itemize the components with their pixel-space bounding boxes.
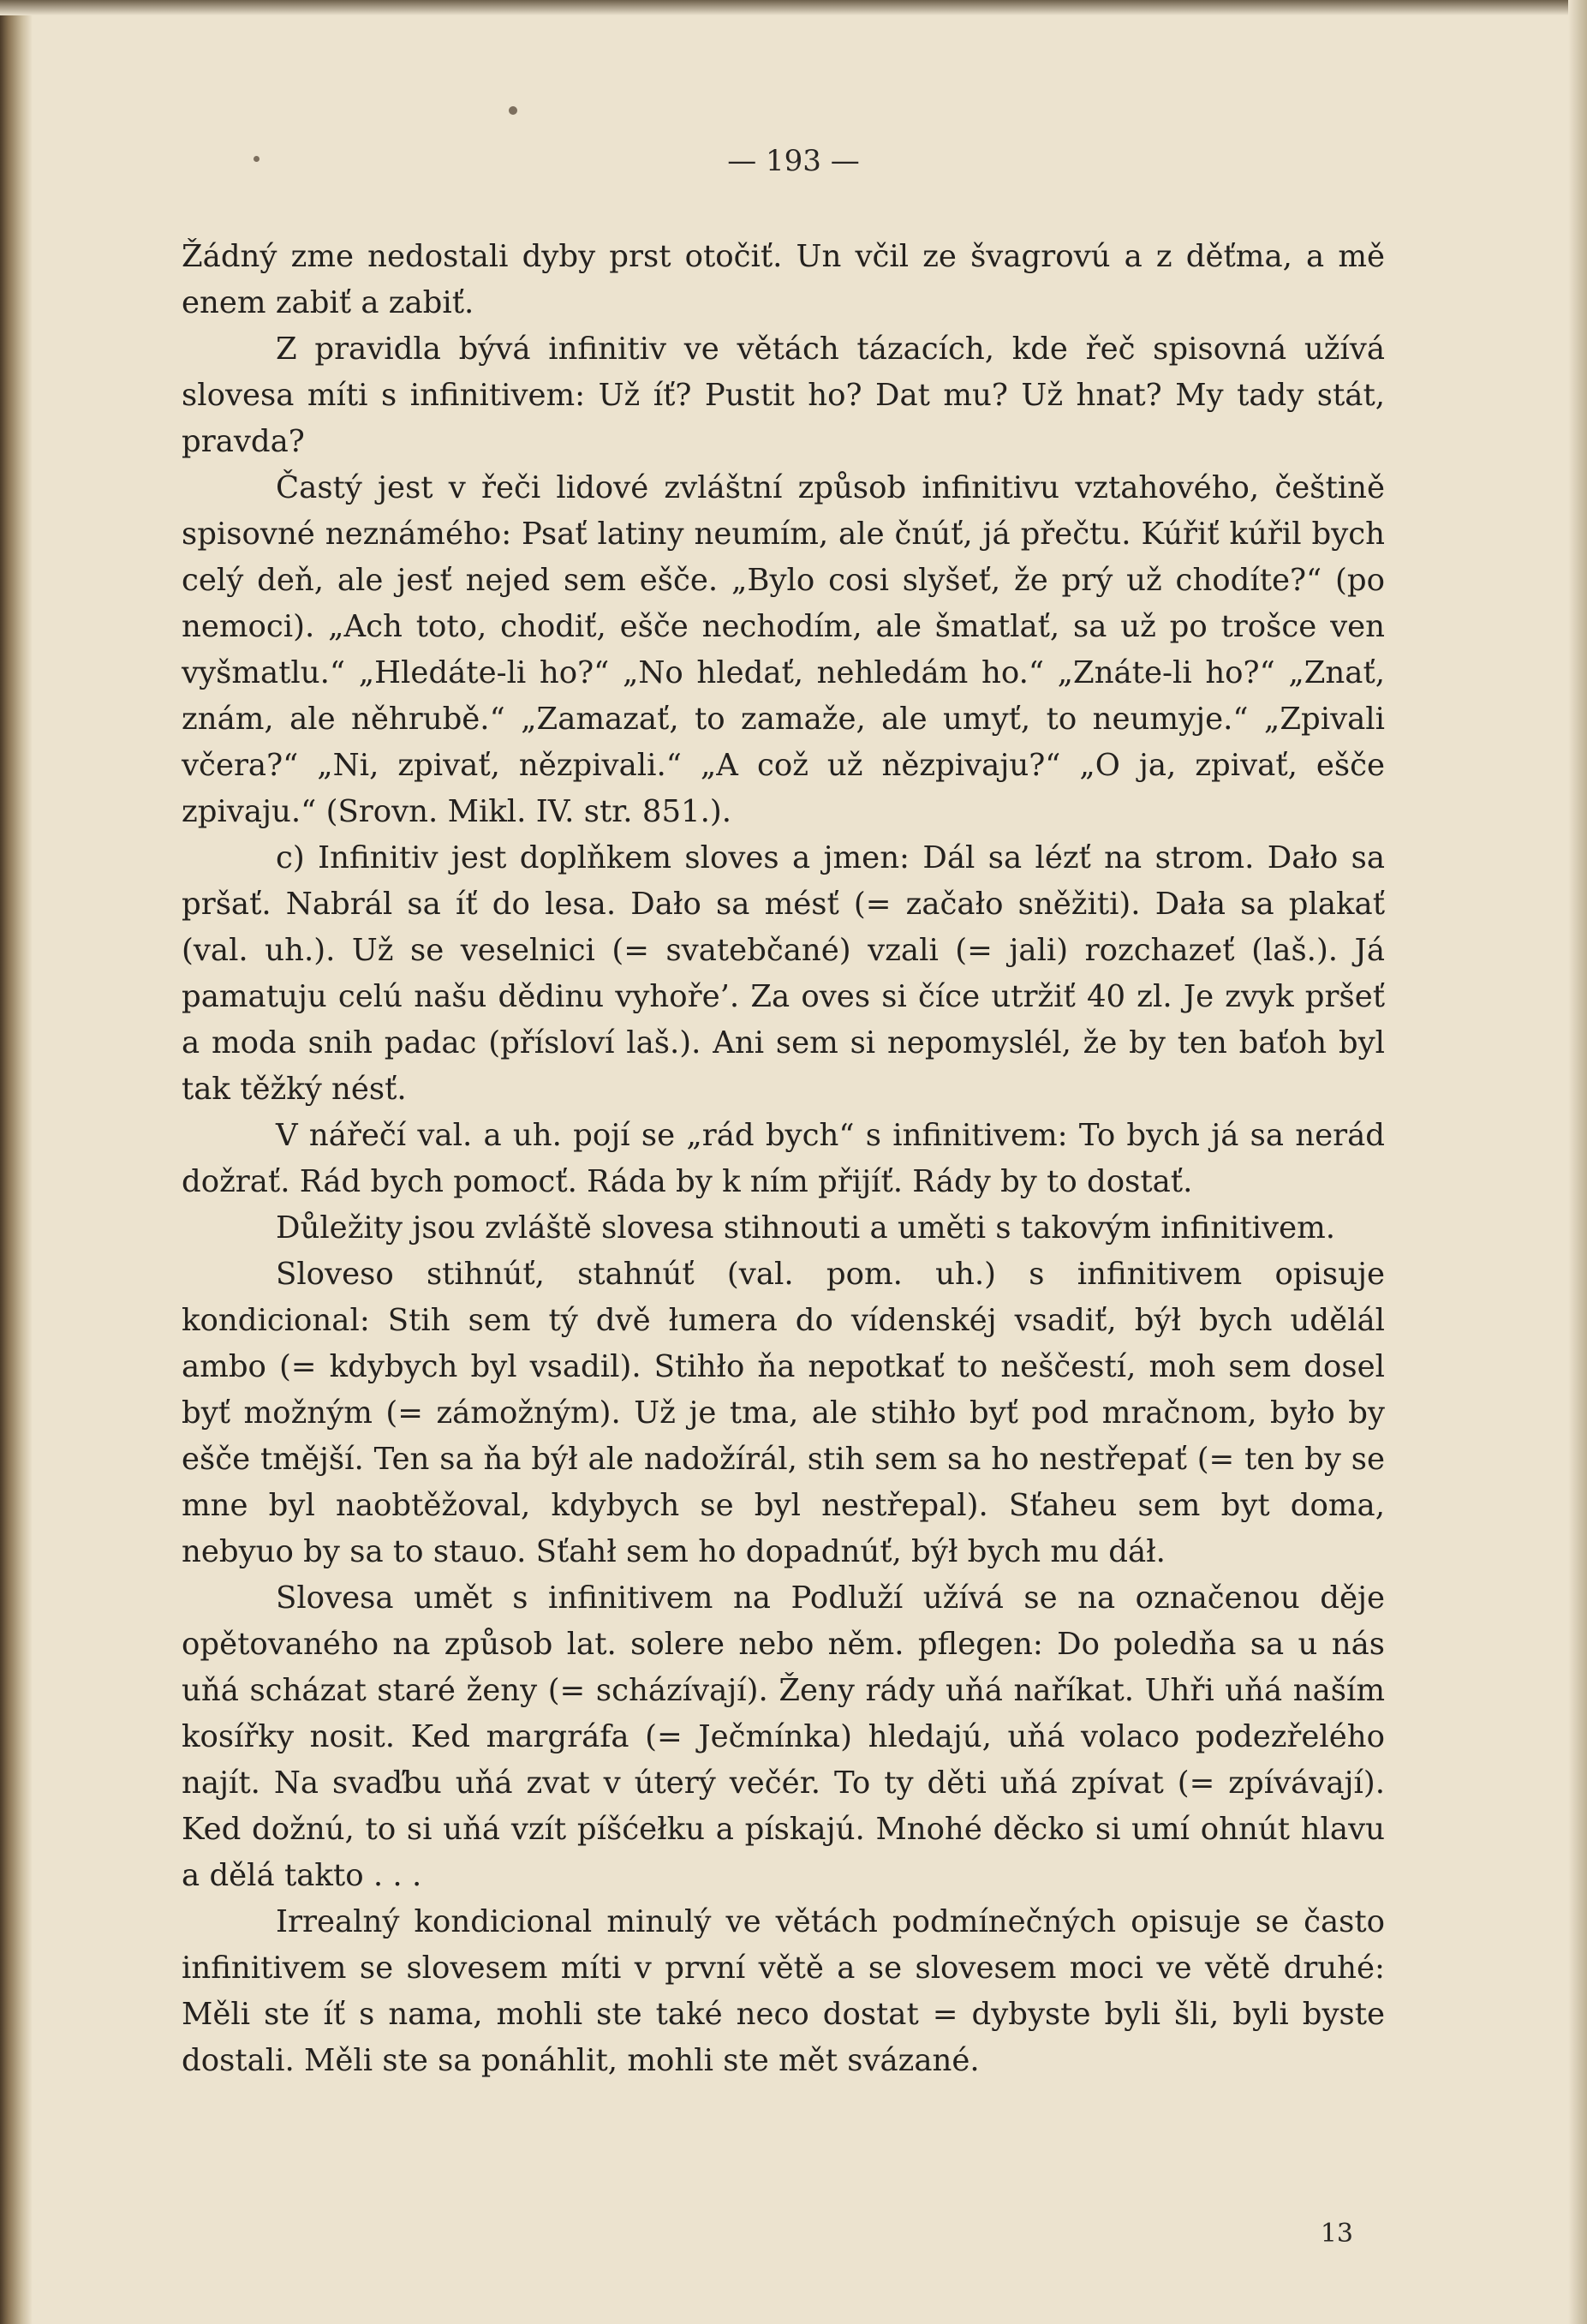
signature-mark: 13	[1320, 2219, 1353, 2249]
page-number-header: — 193 —	[727, 144, 860, 178]
paragraph: Častý jest v řeči lidové zvláštní způsob infinitivu vztahového, češtině spisovné neznámého: Psať latiny neumím, ale čnúť, já přečtu. Kúřiť kúřil bych celý deň, ale jesť nejed sem ešče. „Bylo cosi slyšeť, že prý už chodíte?“ (po nemoci). „Ach toto, chodiť, ešče nechodím, ale šmatlať, sa už po trošce ven vyšmatlu.“ „Hledáte-li ho?“ „No hledať, nehledám ho.“ „Znáte-li ho?“ „Znať, znám, ale něhrubě.“ „Zamazať, to zamaže, ale umyť, to neumyje.“ „Zpivali včera?“ „Ni, zpivať, nězpivali.“ „A což už nězpivaju?“ „O ja, zpivať, ešče zpivaju.“ (Srovn. Mikl. IV. str. 851.).	[182, 470, 1385, 829]
paragraph: Sloveso stihnúť, stahnúť (val. pom. uh.) s infinitivem opisuje kondicional: Stih sem tý dvě łumera do vídenskéj vsadiť, býł bych udělál ambo (= kdybych byl vsadil). Stihło ňa nepotkať to neščestí, moh sem dosel byť možným (= zámožným). Už je tma, ale stihło byť pod mračnom, było by ešče tmější. Ten sa ňa býł ale nadožírál, stih sem sa ho nestřepať (= ten by se mne byl naobtěžoval, kdybych se byl nestřepal). Sťaheu sem byt doma, nebyuo by sa to stauo. Sťahł sem ho dopadnúť, býł bych mu dáł.	[182, 1257, 1385, 1569]
paragraph: Irrealný kondicional minulý ve větách podmínečných opisuje se často infinitivem se slovesem míti v první větě a se slovesem moci ve větě druhé: Měli ste íť s nama, mohli ste také neco dostat = dybyste byli šli, byli byste dostali. Měli ste sa ponáhlit, mohli ste mět svázané.	[182, 1904, 1385, 2078]
book-spine-shadow	[0, 0, 33, 2324]
paragraph: c) Infinitiv jest doplňkem sloves a jmen: Dál sa lézť na strom. Dało sa pršať. Nabrál sa íť do lesa. Dało sa mésť (= začało sněžiti). Dała sa plakať (val. uh.). Už se veselnici (= svatebčané) vzali (= jali) rozchazeť (laš.). Já pamatuju celú našu dědinu vyhoře’. Za oves si číce utržiť 40 zl. Je zvyk pršeť a moda snih padac (přísloví laš.). Ani sem si nepomyslél, že by ten baťoh byl tak těžký nésť.	[182, 840, 1385, 1107]
print-speck	[509, 106, 517, 115]
paragraph: Důležity jsou zvláště slovesa stihnouti a uměti s takovým infinitivem.	[276, 1210, 1336, 1246]
paragraph: Žádný zme nedostali dyby prst otočiť. Un včil ze švagrovú a z děťma, a mě enem zabiť a zabiť.	[182, 239, 1385, 320]
body-text	[182, 234, 1385, 2084]
paragraph: Z pravidla bývá infinitiv ve větách tázacích, kde řeč spisovná užívá slovesa míti s infinitivem: Už íť? Pustit ho? Dat mu? Už hnat? My tady stát, pravda?	[182, 332, 1385, 459]
page-right-edge	[1568, 0, 1587, 2324]
page-top-edge	[0, 0, 1587, 15]
paragraph: V nářečí val. a uh. pojí se „rád bych“ s infinitivem: To bych já sa nerád dožrať. Rád bych pomocť. Ráda by k ním přijíť. Rády by to dostať.	[182, 1118, 1385, 1199]
paragraph: Slovesa umět s infinitivem na Podluží užívá se na označenou děje opětovaného na způsob lat. solere nebo něm. pflegen: Do poledňa sa u nás uňá scházat staré ženy (= scházívají). Ženy rády uňá naříkat. Uhři uňá naším kosířky nosit. Ked margráfa (= Ječmínka) hledajú, uňá volaco podezřelého najít. Na svaďbu uňá zvat v úterý večér. To ty děti uňá zpívat (= zpívávají). Ked dožnú, to si uňá vzít píšćełku a pískajú. Mnohé děcko si umí ohnút hlavu a dělá takto . . .	[182, 1580, 1385, 1893]
